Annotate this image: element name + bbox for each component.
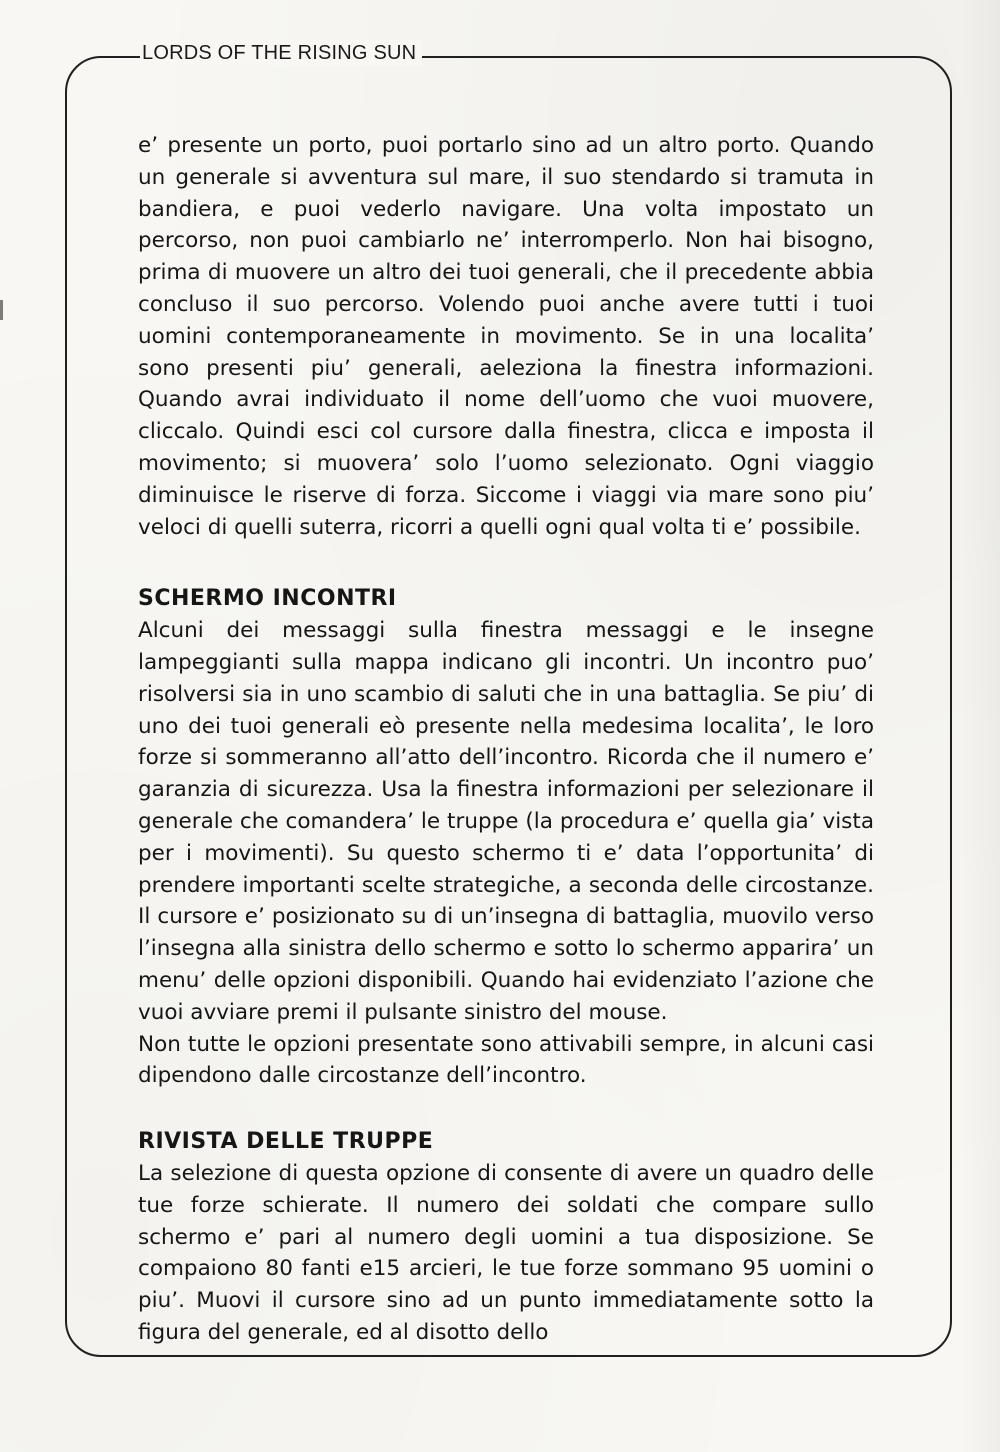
running-header: LORDS OF THE RISING SUN (140, 40, 422, 66)
paragraph-movement: e’ presente un porto, puoi portarlo sino ad un altro porto. Quando un generale si avventura sul mare, il suo stendardo si tramuta in bandiera, e puoi vederlo navigare. Una volta impostato un percorso, non puoi cambiarlo ne’ interromperlo. Non hai bisogno, prima di muovere un altro dei tuoi generali, che il precedente abbia concluso il suo percorso. Volendo puoi anche avere tutti i tuoi uomini contemporaneamente in movimento. Se in una localita’ sono presenti piu’ generali, aeleziona la finestra informazioni. Quando avrai individuato il nome dell’uomo che vuoi muovere, cliccalo. Quindi esci col cursore dalla finestra, clicca e imposta il movimento; si muovera’ solo l’uomo selezionato. Ogni viaggio diminuisce le riserve di forza. Siccome i viaggi via mare sono piu’ veloci di quelli suterra, ricorri a quelli ogni qual volta ti e’ possibile. (138, 133, 874, 540)
paragraph-encounters: Alcuni dei messaggi sulla finestra messaggi e le insegne lampeggianti sulla mappa indicano gli incontri. Un incontro puo’ risolversi sia in uno scambio di saluti che in una battaglia. Se piu’ di uno dei tuoi generali eò presente nella medesima localita’, le loro forze si sommeranno all’atto dell’incontro. Ricorda che il numero e’ garanzia di sicurezza. Usa la finestra informazioni per selezionare il generale che comandera’ le truppe (la procedura e’ quella gia’ vista per i movimenti). Su questo schermo ti e’ data l’opportunita’ di prendere importanti scelte strategiche, a seconda delle circostanze. Il cursore e’ posizionato su di un’insegna di battaglia, muovilo verso l’insegna alla sinistra dello schermo e sotto lo schermo apparira’ un menu’ delle opzioni disponibili. Quando hai evidenziato l’azione che vuoi avviare premi il pulsante sinistro del mouse. (138, 618, 874, 1025)
page-fold-shadow (960, 0, 1000, 1452)
paragraph-troop-review: La selezione di questa opzione di consente di avere un quadro delle tue forze schierate. Il numero dei soldati che compare sullo schermo e’ pari al numero degli uomini a tua disposizione. Se compaiono 80 fanti e15 arcieri, le tue forze sommano 95 uomini o piu’. Muovi il cursore sino ad un punto immediatamente sotto la figura del generale, ed al disotto dello (138, 1160, 874, 1345)
section-heading-schermo-incontri: SCHERMO INCONTRI (138, 586, 397, 612)
page-body (138, 130, 874, 1349)
paragraph-options-note: Non tutte le opzioni presentate sono attivabili sempre, in alcuni casi dipendono dalle circostanze dell’incontro. (138, 1031, 874, 1089)
section-heading-rivista-delle-truppe: RIVISTA DELLE TRUPPE (138, 1129, 434, 1155)
binding-mark (0, 300, 3, 320)
